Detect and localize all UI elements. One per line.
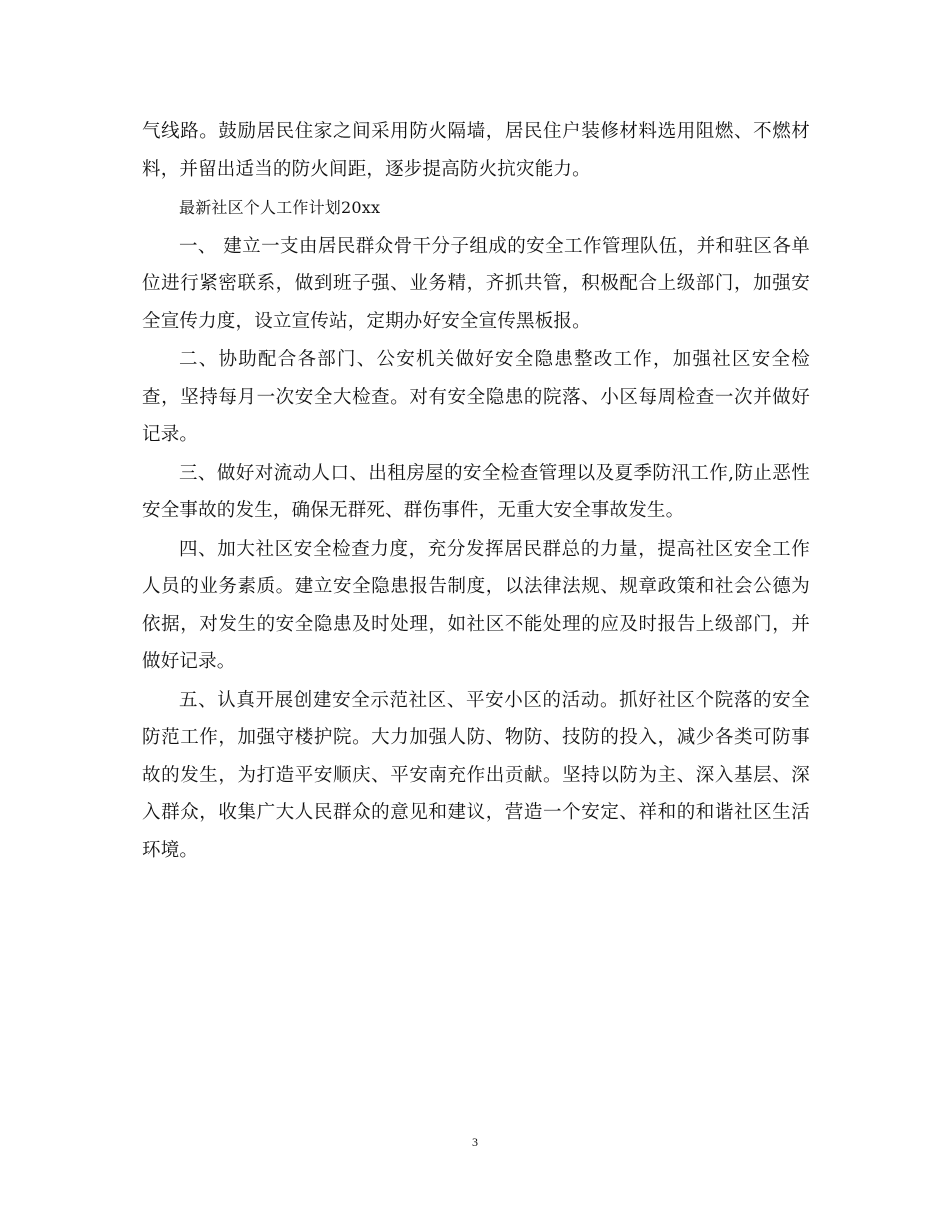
document-body xyxy=(142,113,810,870)
paragraph-item-2: 二、协助配合各部门、公安机关做好安全隐患整改工作，加强社区安全检查，坚持每月一次安全大检查。对有安全隐患的院落、小区每周检查一次并做好记录。 xyxy=(142,349,810,445)
paragraph-item-5: 五、认真开展创建安全示范社区、平安小区的活动。抓好社区个院落的安全防范工作，加强守楼护院。大力加强人防、物防、技防的投入，减少各类可防事故的发生，为打造平安顺庆、平安南充作出贡献。坚持以防为主、深入基层、深入群众，收集广大人民群众的意见和建议，营造一个安定、祥和的和谐社区生活环境。 xyxy=(142,689,810,861)
paragraph-item-4: 四、加大社区安全检查力度，充分发挥居民群总的力量，提高社区安全工作人员的业务素质。建立安全隐患报告制度，以法律法规、规章政策和社会公德为依据，对发生的安全隐患及时处理，如社区不能处理的应及时报告上级部门，并做好记录。 xyxy=(142,538,810,672)
section-heading: 最新社区个人工作计划20xx xyxy=(179,198,381,217)
paragraph-continuation: 气线路。鼓励居民住家之间采用防火隔墙，居民住户装修材料选用阻燃、不燃材料，并留出适当的防火间距，逐步提高防火抗灾能力。 xyxy=(142,121,810,180)
paragraph-item-1: 一、 建立一支由居民群众骨干分子组成的安全工作管理队伍，并和驻区各单位进行紧密联系，做到班子强、业务精，齐抓共管，积极配合上级部门，加强安全宣传力度，设立宣传站，定期办好安全宣传黑板报。 xyxy=(142,235,810,332)
paragraph-item-3: 三、做好对流动人口、出租房屋的安全检查管理以及夏季防汛工作,防止恶性安全事故的发生，确保无群死、群伤事件，无重大安全事故发生。 xyxy=(142,462,810,521)
page-number: 3 xyxy=(472,1135,478,1149)
